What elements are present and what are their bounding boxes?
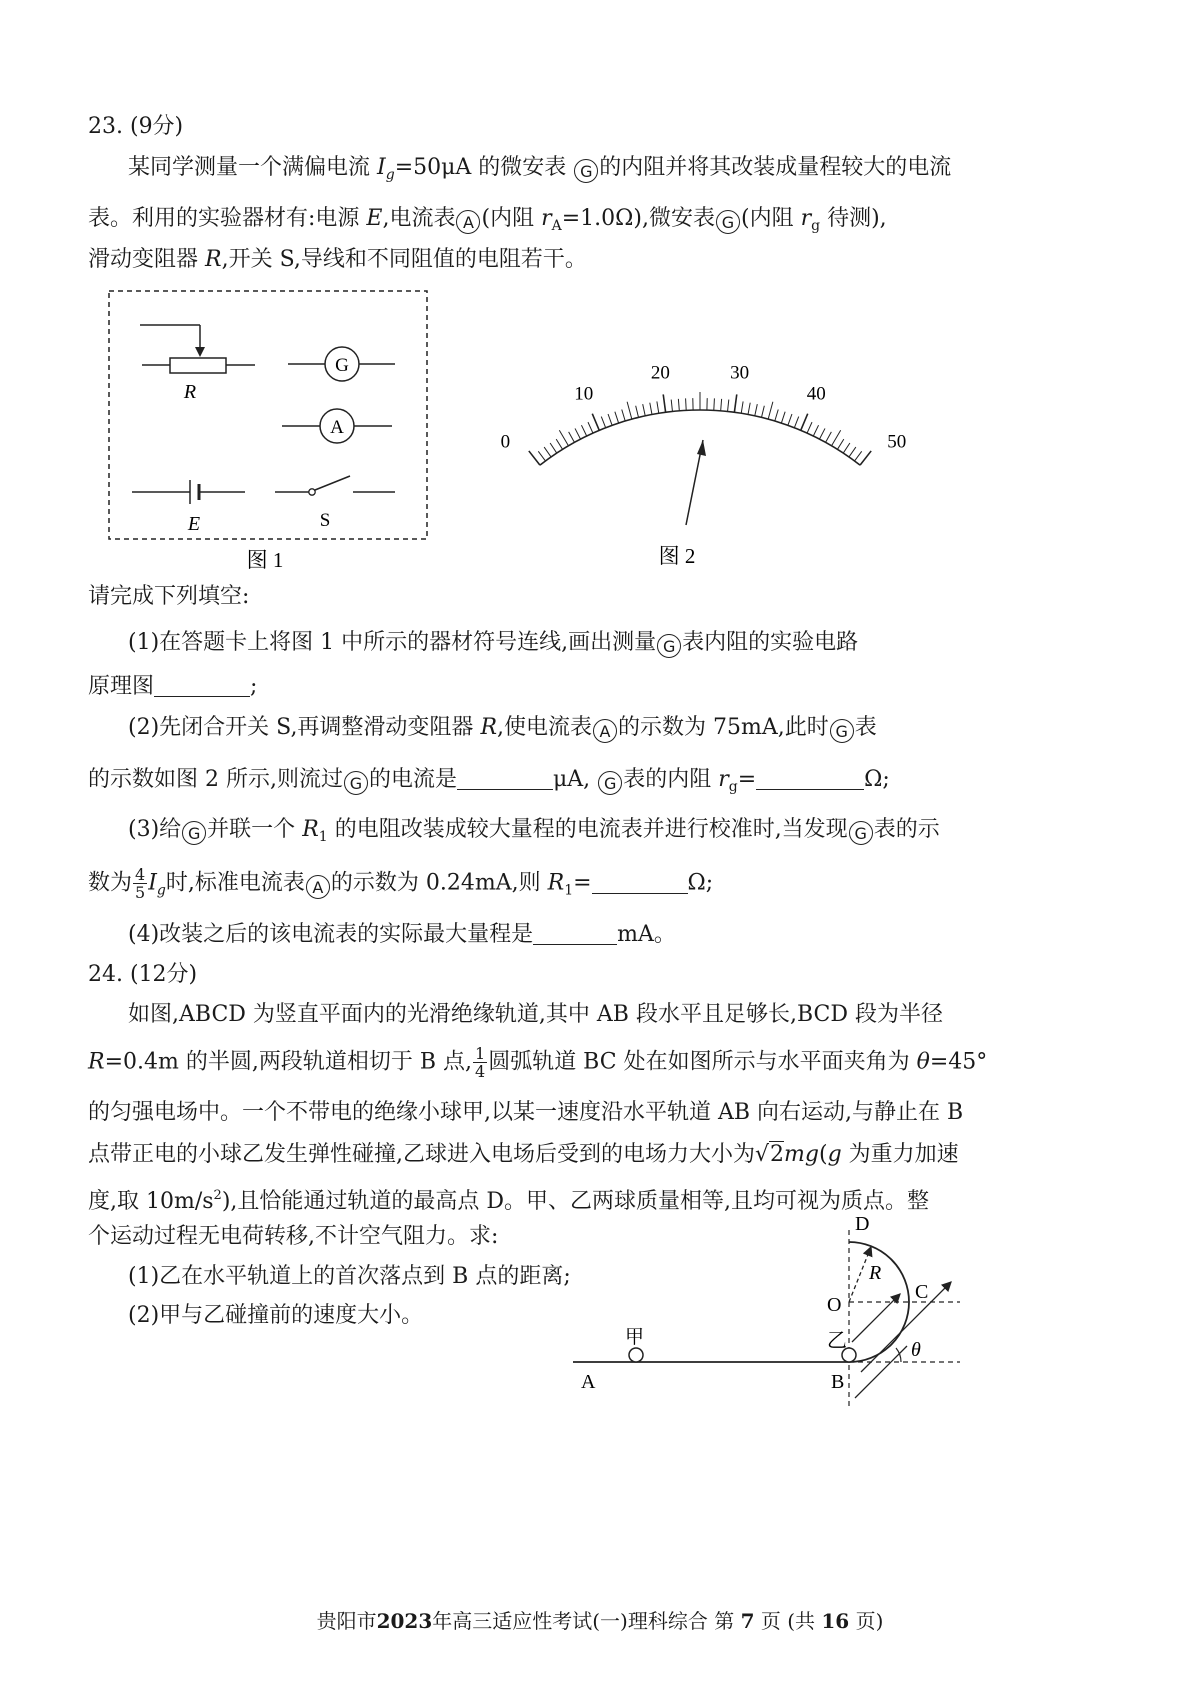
ammeter-a-icon: A [456,210,480,234]
footer-text: 页 (共 [760,1609,816,1633]
symbol-R: R [205,247,222,272]
text: 待测), [827,206,887,231]
dial-tick [728,400,729,412]
q23-part3-line1 [128,815,940,852]
dial-tick [826,432,832,443]
dial-tick [529,451,540,465]
page-footer [0,1605,1200,1634]
field-line-2-icon [861,1282,951,1372]
dial-tick [768,402,773,419]
dial-tick [686,398,687,410]
microammeter-g-icon: G [830,719,854,743]
subscript-g: g [385,167,395,183]
q23-intro-line1 [128,153,951,190]
footer-page-number: 7 [740,1609,755,1633]
text: = [737,767,757,792]
dial-tick [788,414,792,425]
dial-tick [627,402,632,419]
text: (内阻 [481,206,535,231]
fraction-numerator: 1 [475,1044,486,1063]
figure-2-caption: 图 2 [658,544,696,568]
dashed-frame [109,291,427,539]
dial-tick [559,430,568,446]
text: ,使电流表 [497,715,593,740]
q23-heading: 23. (9分) [88,114,184,139]
q24-sub2: (2)甲与乙碰撞前的速度大小。 [128,1303,424,1328]
text: 表内阻的实验电路 [682,630,859,655]
text: 为重力加速 [848,1142,959,1167]
dial-tick [813,425,818,436]
answer-blank-5[interactable] [533,922,617,945]
answer-blank-1[interactable] [154,674,250,697]
dial-tick [843,443,850,453]
text: =45° [929,1049,988,1075]
microammeter-g-icon: G [657,634,681,658]
footer-text: 年高三适应性考试(一)理科综合 第 [432,1609,735,1633]
dial-tick [801,414,808,431]
symbol-R: R [480,715,498,740]
label-B: B [831,1371,845,1393]
microammeter-g-icon: G [574,159,598,183]
q24-line6: 个运动过程无电荷转移,不计空气阻力。求: [88,1224,499,1249]
symbol-r: r [541,206,552,231]
q23-part2-line2 [88,765,890,802]
text: (2)先闭合开关 S,再调整滑动变阻器 [128,715,474,740]
dial-tick-labels [501,363,907,453]
dial-tick [671,400,672,412]
microammeter-g-icon: G [182,821,206,845]
dial-tick-label: 20 [650,362,670,384]
dial-tick [581,425,586,436]
dial-tick [849,447,856,457]
text: 的内阻并将其改装成量程较大的电流 [599,155,952,180]
dial-tick [538,451,545,461]
symbol-I: I [148,870,157,896]
text: 度,取 10m/s [88,1189,214,1214]
sqrt-radicand: 2 [770,1142,785,1167]
dial-tick [741,401,743,413]
q24-line3: 的匀强电场中。一个不带电的绝缘小球甲,以某一速度沿水平轨道 AB 向右运动,与静止在 B [88,1100,964,1125]
q24-line4 [88,1140,959,1170]
text: = [573,870,592,896]
label-R: R [183,381,197,403]
q23-intro-line2 [88,204,887,241]
symbol-I: I [377,155,386,180]
dial-tick [794,417,798,428]
q24-line2 [88,1045,987,1080]
figure-track [565,1210,970,1420]
symbol-mg: mg [784,1142,819,1167]
label-C: C [915,1281,929,1303]
text: (1)在答题卡上将图 1 中所示的器材符号连线,画出测量 [128,630,657,655]
radius-arrow-icon [849,1247,871,1302]
text: ),且恰能通过轨道的最高点 D。甲、乙两球质量相等,且均可视为质点。整 [221,1189,930,1214]
dial-tick [832,430,841,446]
symbol-E: E [366,206,383,231]
dial-tick [569,432,575,443]
subscript-A: A [551,218,562,234]
subscript-g: g [811,218,821,234]
subscript-g: g [728,779,738,795]
label-A: A [581,1371,596,1393]
battery-icon [132,480,245,504]
fraction-denominator: 5 [135,883,146,902]
text: ,电流表 [382,206,456,231]
ball-jia [629,1348,643,1362]
subscript-g: g [156,882,166,899]
dial-tick [714,398,715,410]
text: 的示数如图 2 所示,则流过 [88,767,343,792]
q23-part1-line2 [88,672,257,702]
label-yi: 乙 [827,1330,847,1352]
dial-tick [807,422,812,433]
figure-1-caption: 图 1 [246,548,284,572]
dial-tick [622,409,625,420]
fraction-denominator: 4 [475,1062,486,1081]
text: Ω; [864,767,890,792]
footer-year: 2023 [376,1609,433,1633]
answer-blank-4[interactable] [592,871,688,894]
dial-tick [615,412,619,423]
dial-tick [608,414,612,425]
fraction-numerator: 4 [135,865,146,884]
text: 并联一个 [207,817,296,842]
text: 某同学测量一个满偏电流 [128,155,371,180]
q23-part1-line1 [128,628,858,658]
dial-tick-label: 30 [730,362,750,384]
dial-tick [678,399,679,411]
text: =1.0Ω),微安表 [561,206,715,231]
dial-tick-label: 0 [500,431,511,453]
text: 滑动变阻器 [88,247,199,272]
text: μA, [553,767,591,792]
symbol-r: r [800,206,812,231]
text: (3)给 [128,817,182,842]
dial-tick [781,412,785,423]
sqrt-sign-icon: √ [755,1142,770,1167]
ammeter-a-icon: A [306,875,330,899]
text: 的电阻改装成较大量程的电流表并进行校准时,当发现 [334,817,848,842]
label-S: S [319,510,331,531]
symbol-r: r [718,767,729,792]
dial-tick-label: 50 [887,431,907,453]
dial-tick [588,422,593,433]
text: =0.4m 的半圆,两段轨道相切于 B 点, [104,1049,472,1075]
q24-sub1: (1)乙在水平轨道上的首次落点到 B 点的距离; [128,1264,571,1289]
text: 表的示 [873,817,940,842]
answer-blank-3[interactable] [756,767,864,790]
dial-tick [550,443,557,453]
label-O: O [827,1294,842,1316]
symbol-theta: θ [916,1049,930,1075]
label-theta: θ [911,1339,921,1361]
figure-1-components [95,285,435,575]
superscript-2: 2 [213,1188,222,1203]
text: 圆弧轨道 BC 处在如图所示与水平面夹角为 [488,1049,910,1075]
dial-tick [601,417,605,428]
text: 的示数为 75mA,此时 [618,715,829,740]
dial-tick [663,394,665,412]
answer-blank-2[interactable] [457,767,553,790]
dial-tick [755,404,758,416]
field-line-1-icon [852,1294,900,1342]
dial-tick [761,406,764,418]
fraction-one-quarter [473,1045,487,1080]
q23-part4 [128,920,676,950]
text: 表的内阻 [623,767,712,792]
footer-text: 页) [855,1609,884,1633]
subscript-1: 1 [564,882,574,899]
microammeter-g-icon: G [849,821,873,845]
text: ; [250,674,258,699]
dial-tick-label: 10 [574,383,594,405]
label-R: R [869,1262,882,1284]
text: 时,标准电流表 [165,870,305,896]
text: (内阻 [740,206,794,231]
footer-text: 贵阳市 [316,1609,377,1633]
dial-tick [819,428,825,439]
text: 点带正电的小球乙发生弹性碰撞,乙球进入电场后受到的电场力大小为 [88,1142,755,1167]
ammeter-a-icon: A [593,719,617,743]
switch-icon [275,476,395,495]
text: (4)改装之后的该电流表的实际最大量程是 [128,922,534,947]
footer-total-pages: 16 [821,1609,850,1633]
microammeter-g-icon: G [344,771,368,795]
dial-tick [748,403,750,415]
dial-tick [544,447,551,457]
text: Ω; [687,870,714,896]
subscript-1: 1 [318,829,328,845]
dial-tick [855,451,862,461]
q23-intro-line3 [88,245,587,275]
label-G: G [335,355,349,376]
dial-tick [860,451,871,465]
text: ( [818,1142,828,1167]
symbol-g: g [827,1142,842,1167]
text: ,开关 S,导线和不同阻值的电阻若干。 [221,247,587,272]
text: 表。利用的实验器材有:电源 [88,206,360,231]
fraction-four-fifths [133,866,147,901]
dial-tick-label: 40 [806,383,826,405]
text: =50μA 的微安表 [394,155,567,180]
needle-arrow-icon [697,440,706,456]
figure-2-dial [500,362,940,580]
q24-line1: 如图,ABCD 为竖直平面内的光滑绝缘轨道,其中 AB 段水平且足够长,BCD 段为半径 [128,1002,943,1027]
dial-tick [575,428,581,439]
dial-tick [643,404,646,416]
q23-prompt: 请完成下列填空: [88,584,250,609]
symbol-R: R [302,817,319,842]
dial-tick [592,414,599,431]
text: 原理图 [88,674,155,699]
dial-tick [734,394,736,412]
text: 的示数为 0.24mA,则 [330,870,541,896]
text: mA。 [617,922,676,947]
text: 的电流是 [368,767,457,792]
q24-heading: 24. (12分) [88,962,198,987]
dial-tick [775,409,778,420]
dial-tick [556,439,562,449]
symbol-R: R [88,1049,105,1075]
dial-tick [657,401,659,413]
symbol-R: R [547,870,565,896]
microammeter-g-icon: G [598,771,622,795]
q23-part3-line2 [88,866,713,906]
microammeter-g-icon: G [716,210,740,234]
text: 表 [854,715,877,740]
label-jia: 甲 [625,1327,645,1348]
rheostat-icon [140,325,255,373]
dial-tick [650,403,652,415]
label-A: A [330,417,344,438]
dial-tick [721,399,722,411]
text: 数为 [88,870,133,896]
dial-tick [636,406,639,418]
label-D: D [855,1213,870,1235]
q23-part2-line1 [128,713,877,743]
dial-tick [837,439,843,449]
label-E: E [187,513,201,535]
